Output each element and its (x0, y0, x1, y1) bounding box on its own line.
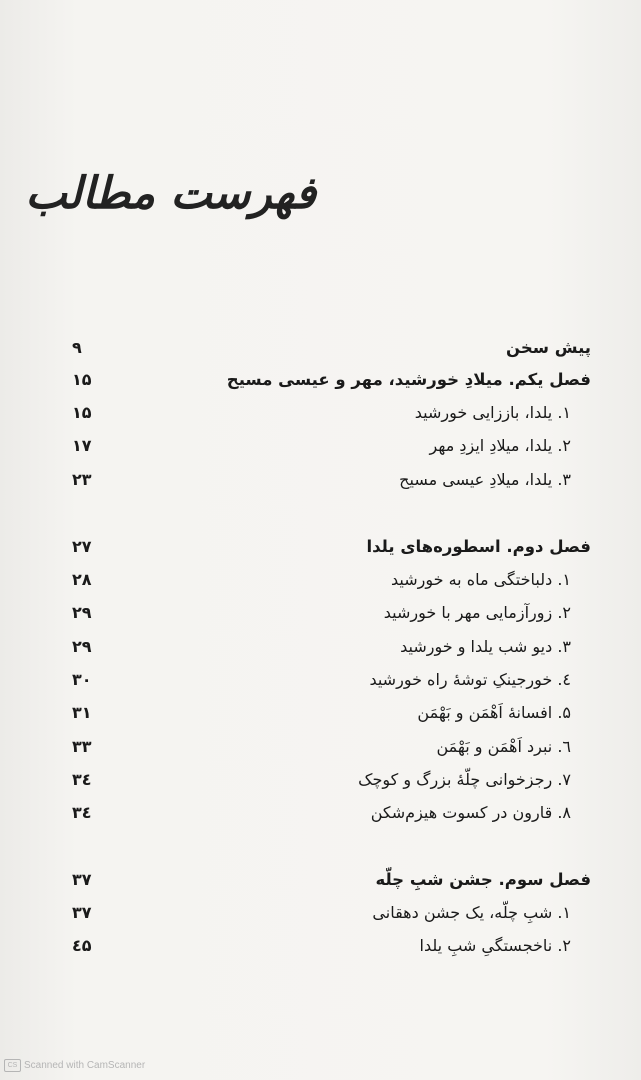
toc-item-row (72, 737, 591, 767)
toc-item-text: ۷. رجزخوانی چلّهٔ بزرگ و کوچک (358, 770, 571, 789)
toc-page-number: ۳۰ (72, 670, 92, 689)
toc-item-row (72, 403, 591, 433)
toc-heading-text: پیش سخن (506, 338, 591, 357)
toc-item-row (72, 637, 591, 667)
toc-heading-text: فصل سوم. جشن شبِ چلّه (375, 870, 591, 889)
toc-page-number: ۳٤ (72, 770, 92, 789)
toc-page-number: ۲۹ (72, 637, 92, 656)
toc-item-text: ۳. دیو شب یلدا و خورشید (400, 637, 571, 656)
toc-page-number: ۳٤ (72, 803, 92, 822)
toc-item-row (72, 703, 591, 733)
toc-heading-row (72, 870, 591, 900)
toc-page-number: ۲۹ (72, 603, 92, 622)
scanner-watermark (4, 1059, 145, 1072)
toc-item-text: ۵. افسانهٔ اَهْمَن و بَهْمَن (417, 703, 571, 722)
toc-heading-text: فصل یکم. میلادِ خورشید، مهر و عیسی مسیح (226, 370, 591, 389)
toc-page-number: ۳۷ (72, 870, 92, 889)
toc-item-text: ۱. دلباختگی ماه به خورشید (391, 570, 571, 589)
toc-item-row (72, 770, 591, 800)
toc-item-text: ۲. یلدا، میلادِ ایزدِ مهر (429, 436, 571, 455)
toc-page-number: ۳۳ (72, 737, 92, 756)
toc-item-text: ۱. یلدا، باززایی خورشید (414, 403, 571, 422)
toc-item-text: ۸. قارون در کسوت هیزم‌شکن (370, 803, 571, 822)
toc-page-number: ۱۵ (72, 370, 92, 389)
toc-item-row (72, 470, 591, 500)
toc-item-row (72, 436, 591, 466)
toc-heading-row (72, 338, 591, 368)
toc-item-row (72, 803, 591, 833)
page-title: فهرست مطالب (25, 168, 316, 219)
toc-page-number: ۱۷ (72, 436, 92, 455)
toc-item-row (72, 570, 591, 600)
camscanner-logo-icon: CS (4, 1059, 21, 1072)
toc-item-row (72, 603, 591, 633)
toc-page-number: ۳۷ (72, 903, 92, 922)
toc-page-number: ۳۱ (72, 703, 92, 722)
toc-item-text: ۲. ناخجستگیِ شبِ یلدا (419, 936, 571, 955)
toc-item-text: ۳. یلدا، میلادِ عیسی مسیح (399, 470, 571, 489)
toc-item-text: ۱. شبِ چلّه، یک جشن دهقانی (372, 903, 571, 922)
toc-item-row (72, 936, 591, 966)
toc-item-row (72, 903, 591, 933)
toc-page-number: ٤۵ (72, 936, 92, 955)
toc-item-row (72, 670, 591, 700)
watermark-text: Scanned with CamScanner (24, 1060, 146, 1071)
toc-heading-row (72, 370, 591, 400)
toc-page-number: ۱۵ (72, 403, 92, 422)
toc-page-number: ۲۸ (72, 570, 92, 589)
toc-page-number: ۲۷ (72, 537, 92, 556)
toc-item-text: ٤. خورجینکِ توشهٔ راه خورشید (369, 670, 571, 689)
toc-page-number: ۲۳ (72, 470, 92, 489)
toc-item-text: ٦. نبرد اَهْمَن و بَهْمَن (436, 737, 571, 756)
toc-heading-text: فصل دوم. اسطوره‌های یلدا (366, 537, 591, 556)
toc-page-number: ۹ (72, 338, 82, 357)
toc-heading-row (72, 537, 591, 567)
toc-item-text: ۲. زورآزمایی مهر با خورشید (383, 603, 571, 622)
